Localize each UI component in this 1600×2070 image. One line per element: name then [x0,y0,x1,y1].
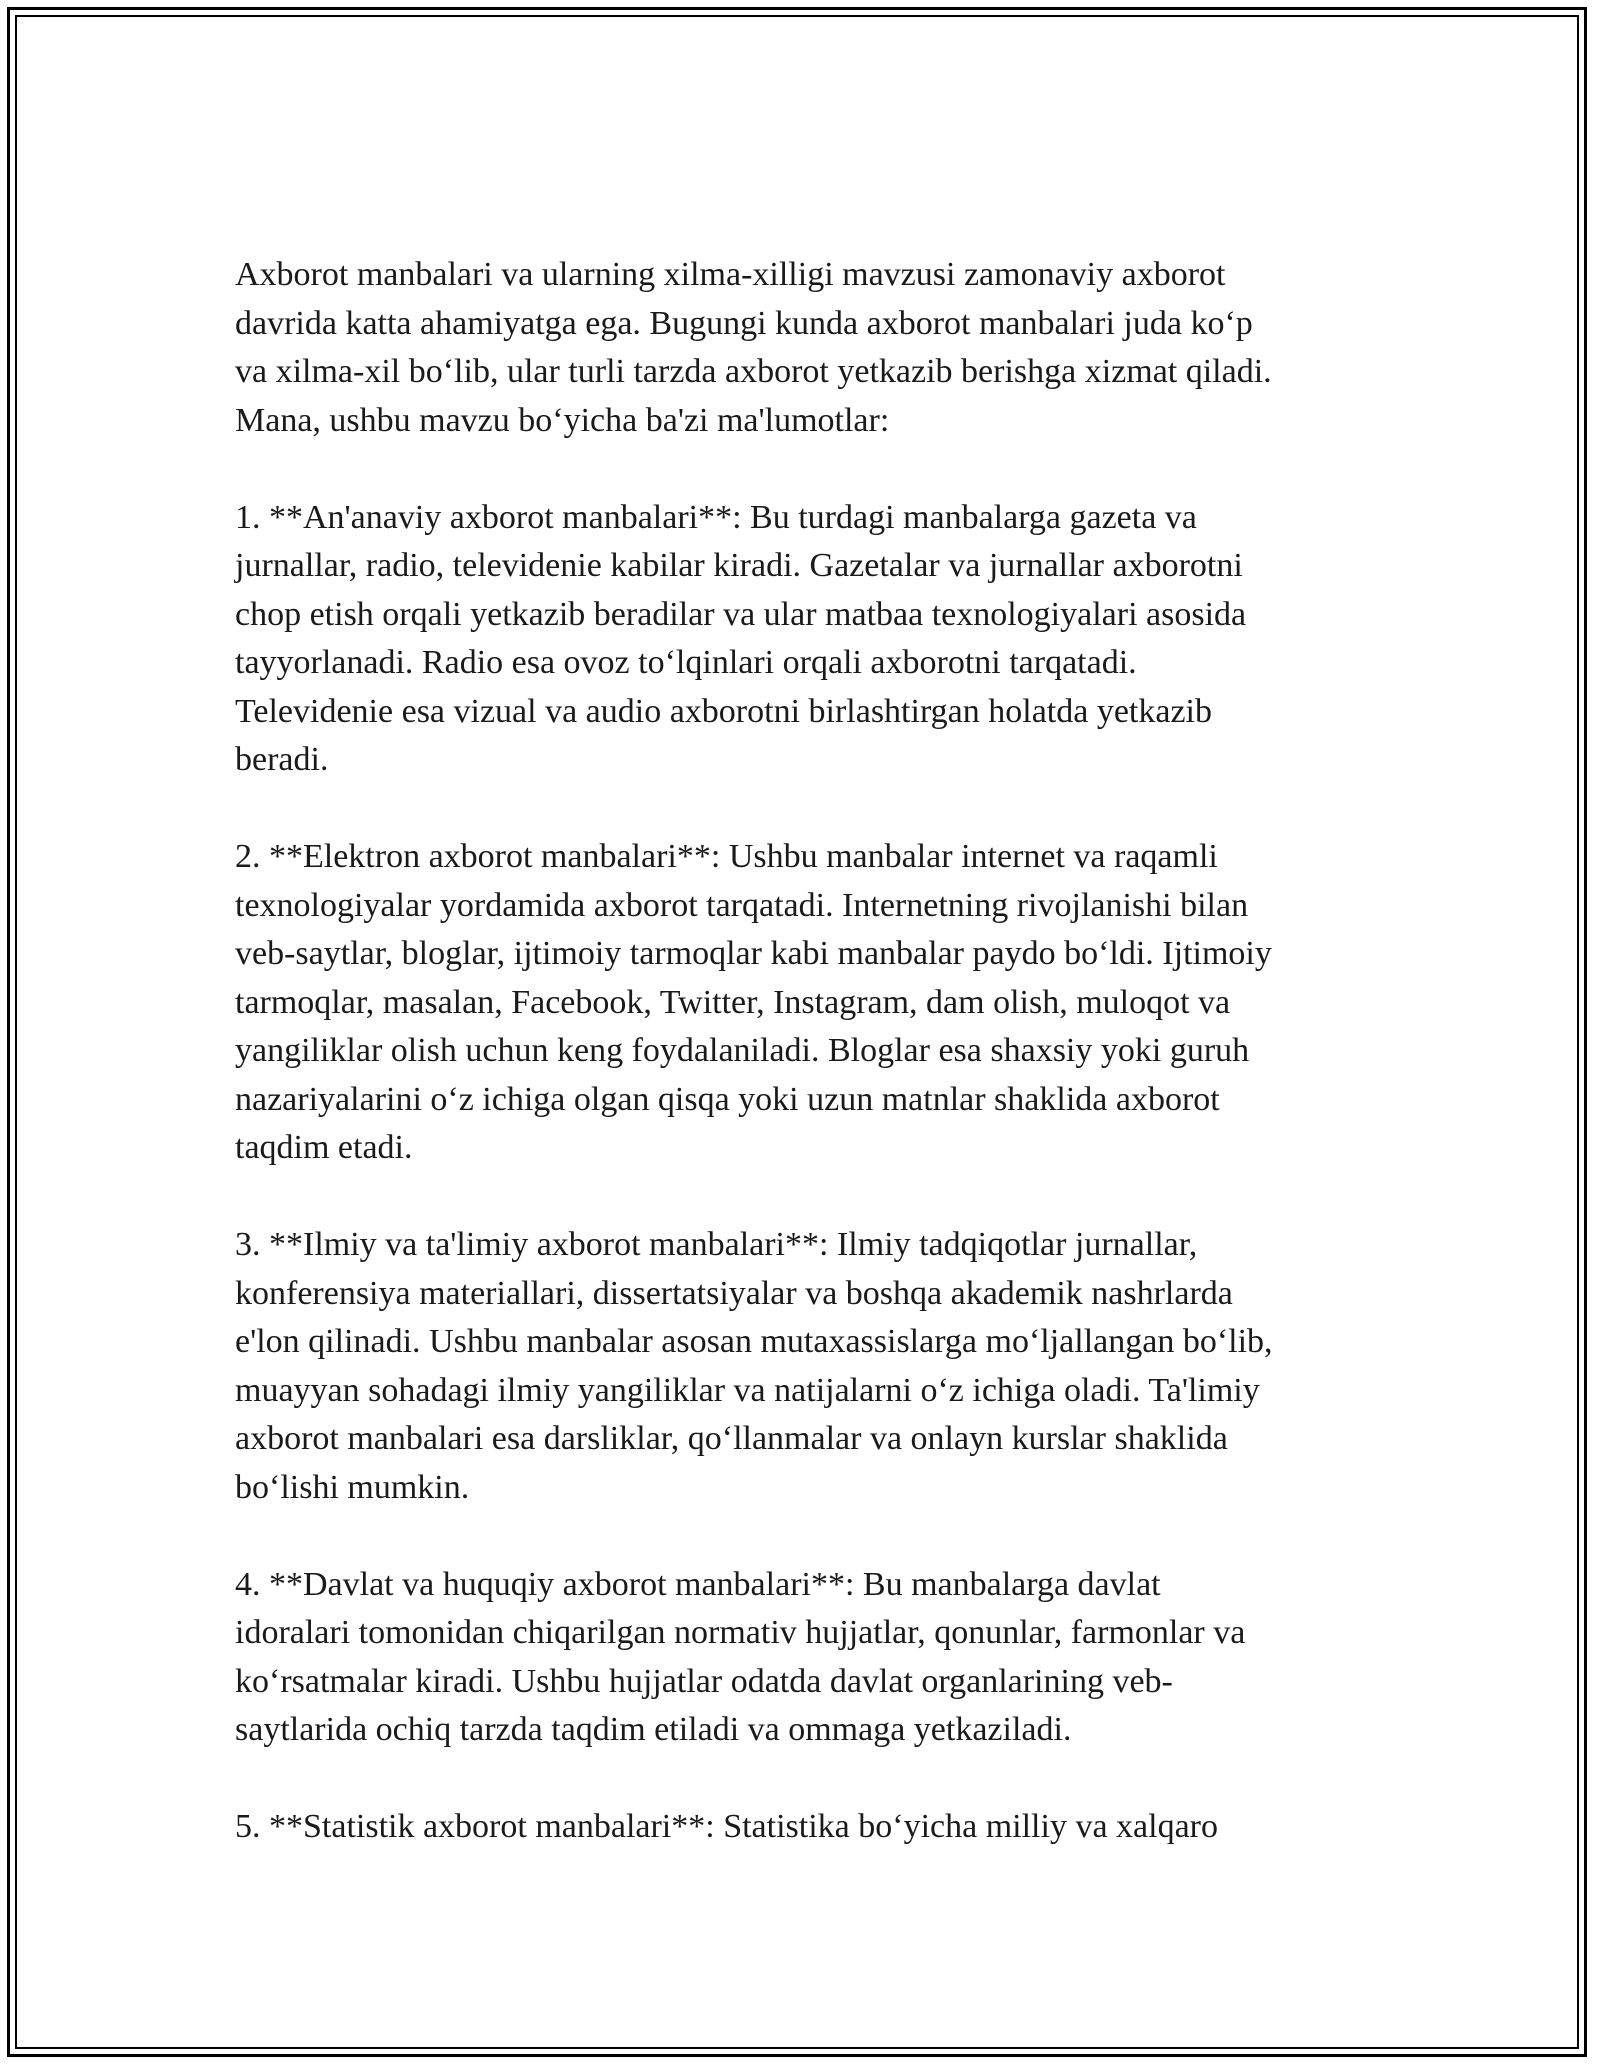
document-body [235,251,1385,1852]
intro-paragraph: Axborot manbalari va ularning xilma-xilligi mavzusi zamonaviy axborot davrida katta ahamiyatga ega. Bugungi kunda axborot manbalari juda koʻp va xilma-xil boʻlib, ular turli tarzda axborot yetkazib berishga xizmat qiladi. Mana, ushbu mavzu boʻyicha ba'zi ma'lumotlar: [235,256,1272,439]
list-item-government-sources: 4. **Davlat va huquqiy axborot manbalari**: Bu manbalarga davlat idoralari tomonidan chiqarilgan normativ hujjatlar, qonunlar, farmonlar va koʻrsatmalar kiradi. Ushbu hujjatlar odatda davlat organlarining veb- saytlarida ochiq tarzda taqdim etiladi va ommaga yetkaziladi. [235,1565,1246,1748]
list-item-statistical-sources: 5. **Statistik axborot manbalari**: Statistika boʻyicha milliy va xalqaro [235,1808,1218,1845]
list-item-traditional-sources: 1. **An'anaviy axborot manbalari**: Bu turdagi manbalarga gazeta va jurnallar, radio, televidenie kabilar kiradi. Gazetalar va jurnallar axborotni chop etish orqali yetkazib beradilar va ular matbaa texnologiyalari asosida tayyorlanadi. Radio esa ovoz toʻlqinlari orqali axborotni tarqatadi. Televidenie esa vizual va audio axborotni birlashtirgan holatda yetkazib beradi. [235,498,1247,778]
list-item-electronic-sources: 2. **Elektron axborot manbalari**: Ushbu manbalar internet va raqamli texnologiyalar yordamida axborot tarqatadi. Internetning rivojlanishi bilan veb-saytlar, bloglar, ijtimoiy tarmoqlar kabi manbalar paydo boʻldi. Ijtimoiy tarmoqlar, masalan, Facebook, Twitter, Instagram, dam olish, muloqot va yangiliklar olish uchun keng foydalaniladi. Bloglar esa shaxsiy yoki guruh nazariyalarini oʻz ichiga olgan qisqa yoki uzun matnlar shaklida axborot taqdim etadi. [235,838,1272,1166]
list-item-scientific-sources: 3. **Ilmiy va ta'limiy axborot manbalari**: Ilmiy tadqiqotlar jurnallar, konferensiya materiallari, dissertatsiyalar va boshqa akademik nashrlarda e'lon qilinadi. Ushbu manbalar asosan mutaxassislarga moʻljallangan boʻlib, muayyan sohadagi ilmiy yangiliklar va natijalarni oʻz ichiga oladi. Ta'limiy axborot manbalari esa darsliklar, qoʻllanmalar va onlayn kurslar shaklida boʻlishi mumkin. [235,1226,1273,1506]
